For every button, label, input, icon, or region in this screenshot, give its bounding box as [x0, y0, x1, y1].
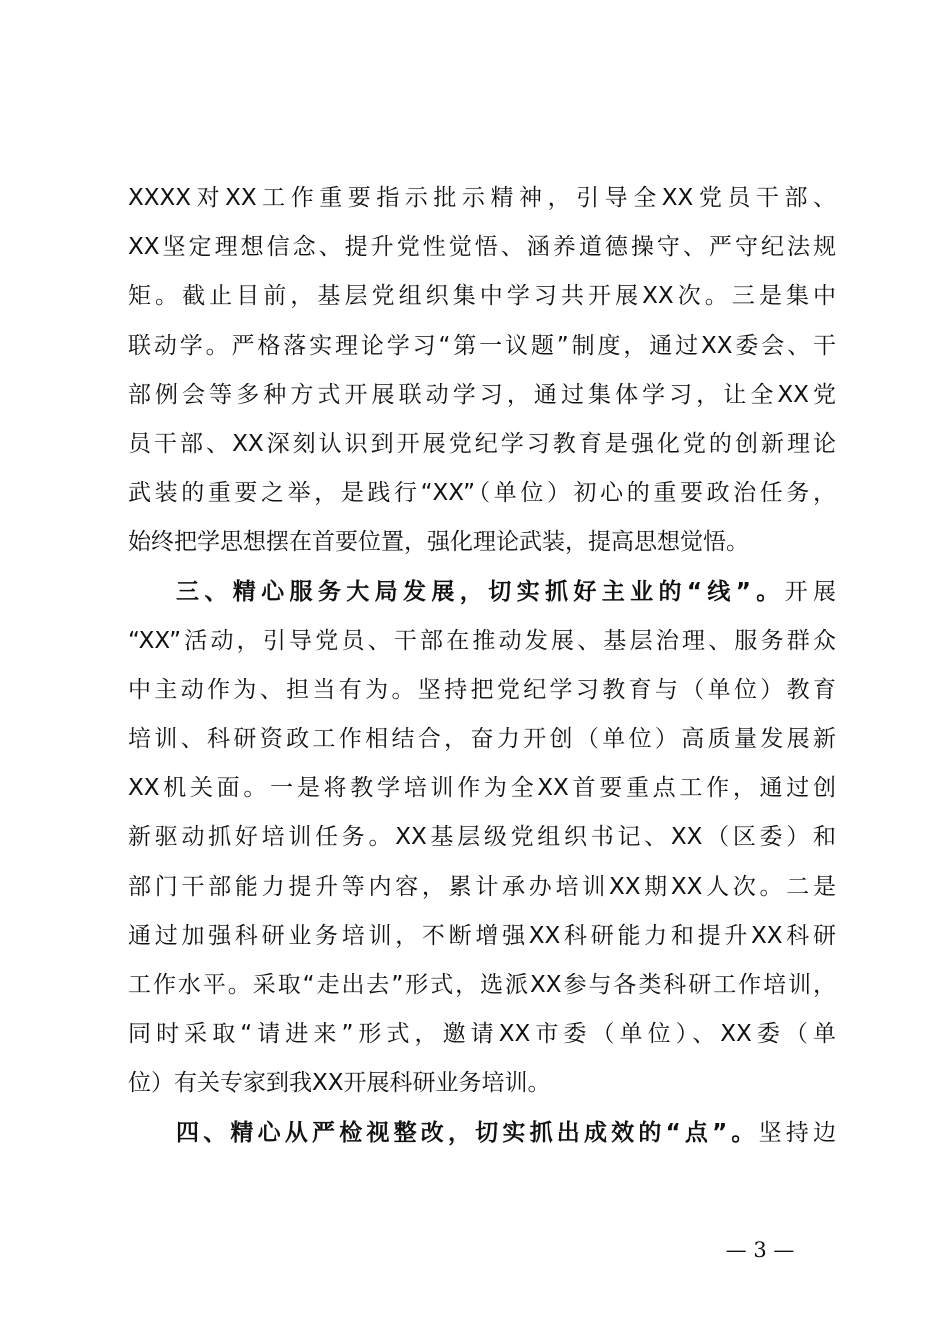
paragraph-line: 工作水平。采取“走出去”形式，选派XX参与各类科研工作培训， [128, 972, 836, 998]
section-text: 开展 [784, 578, 837, 605]
paragraph-line: 员干部、XX深刻认识到开展党纪学习教育是强化党的创新理论 [128, 430, 836, 457]
paragraph-line: 位）有关专家到我XX开展科研业务培训。 [128, 1070, 551, 1097]
paragraph-line: XX坚定理想信念、提升党性觉悟、涵养道德操守、严守纪法规 [128, 234, 836, 261]
paragraph-line: XX机关面。一是将教学培训作为全XX首要重点工作，通过创 [128, 775, 836, 802]
paragraph-line: “XX”活动，引导党员、干部在推动发展、基层治理、服务群众 [128, 627, 836, 654]
paragraph-line: 部例会等多种方式开展联动学习，通过集体学习，让全XX党 [128, 381, 836, 408]
section-heading: 三、精心服务大局发展，切实抓好主业的“线”。 [176, 578, 785, 605]
paragraph-line: 通过加强科研业务培训，不断增强XX科研能力和提升XX科研 [128, 922, 836, 949]
paragraph-line: XXXX对XX工作重要指示批示精神，引导全XX党员干部、 [128, 185, 836, 211]
section-heading: 四、精心从严检视整改，切实抓出成效的“点”。 [176, 1119, 759, 1146]
paragraph-line: 中主动作为、担当有为。坚持把党纪学习教育与（单位）教育 [128, 676, 836, 703]
paragraph-line: 武装的重要之举，是践行“XX”（单位）初心的重要政治任务， [128, 480, 836, 507]
page-number: — 3 — [725, 1238, 795, 1262]
paragraph-line: 培训、科研资政工作相结合，奋力开创（单位）高质量发展新 [128, 726, 836, 753]
section-text: 坚持边 [758, 1119, 837, 1146]
paragraph-line: 矩。截止目前，基层党组织集中学习共开展XX次。三是集中 [128, 283, 836, 310]
section-heading-line [128, 1109, 836, 1158]
paragraph-line: 同时采取“请进来”形式，邀请XX市委（单位）、XX委（单 [128, 1021, 836, 1048]
body-text [128, 174, 836, 1158]
section-heading-line [128, 568, 836, 617]
paragraph-line: 联动学。严格落实理论学习“第一议题”制度，通过XX委会、干 [128, 332, 837, 359]
paragraph-line: 部门干部能力提升等内容，累计承办培训XX期XX人次。二是 [128, 873, 836, 900]
paragraph-line: 新驱动抓好培训任务。XX基层级党组织书记、XX（区委）和 [128, 824, 836, 851]
paragraph-line: 始终把学思想摆在首要位置，强化理论武装，提高思想觉悟。 [128, 529, 749, 556]
